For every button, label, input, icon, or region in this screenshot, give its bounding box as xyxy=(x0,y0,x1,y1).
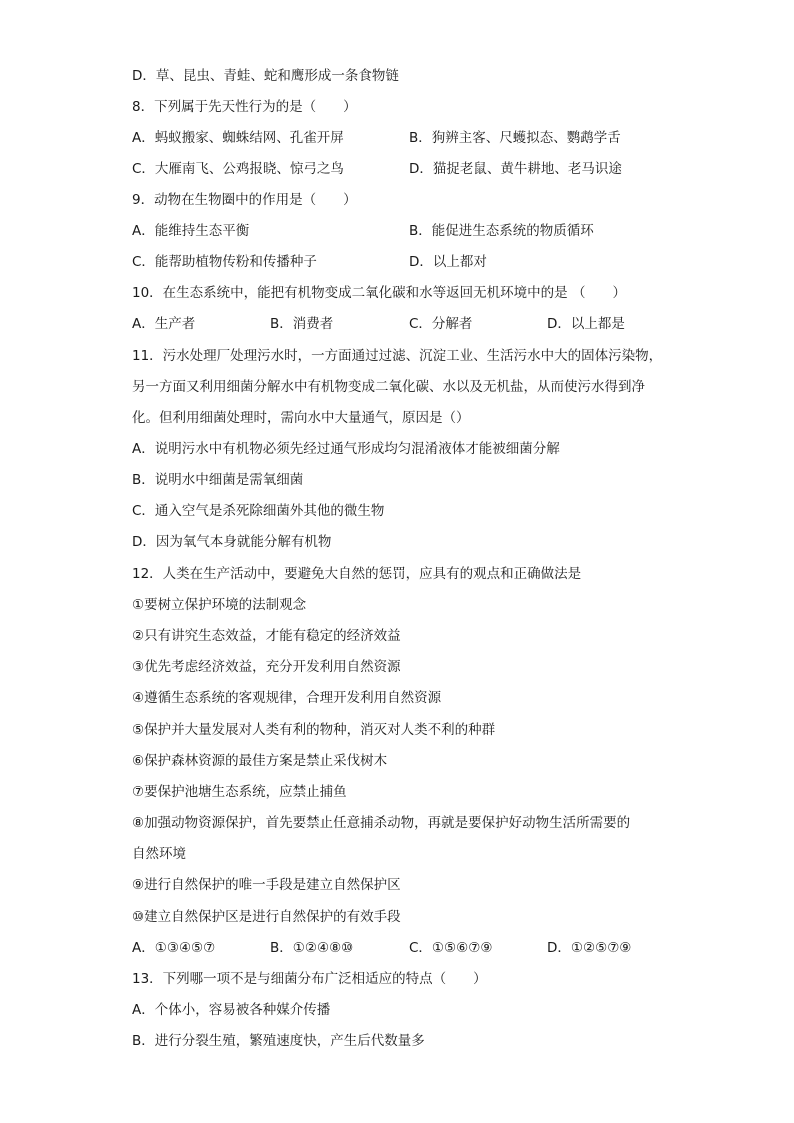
q12-statement-10: ⑩建立自然保护区是进行自然保护的有效手段 xyxy=(132,909,401,925)
q12-statement-2: ②只有讲究生态效益，才能有稳定的经济效益 xyxy=(132,628,401,644)
q12-statement-4: ④遵循生态系统的客观规律，合理开发利用自然资源 xyxy=(132,690,442,706)
q9-option-d: D．以上都对 xyxy=(409,254,487,270)
q8-option-b: B．狗辨主客、尺蠖拟态、鹦鹉学舌 xyxy=(409,130,621,146)
q8-options-row2 xyxy=(132,159,672,179)
q12-statement-1: ①要树立保护环境的法制观念 xyxy=(132,597,307,613)
q11-option-c: C．通入空气是杀死除细菌外其他的微生物 xyxy=(132,503,385,519)
q9-option-c: C．能帮助植物传粉和传播种子 xyxy=(132,254,317,270)
q12-option-b: B．①②④⑧⑩ xyxy=(270,940,354,956)
q10-option-a: A．生产者 xyxy=(132,316,196,332)
q12-options xyxy=(132,938,672,958)
q12-option-d: D．①②⑤⑦⑨ xyxy=(547,940,632,956)
q13-stem: 13．下列哪一项不是与细菌分布广泛相适应的特点（ ） xyxy=(132,971,487,987)
q9-stem: 9．动物在生物圈中的作用是（ ） xyxy=(132,192,357,208)
q8-option-a: A．蚂蚁搬家、蜘蛛结网、孔雀开屏 xyxy=(132,130,344,146)
q11-stem-line3: 化。但利用细菌处理时，需向水中大量通气，原因是（） xyxy=(132,410,470,426)
q12-statement-5: ⑤保护并大量发展对人类有利的物种，消灭对人类不利的种群 xyxy=(132,722,496,738)
q12-option-c: C．①⑤⑥⑦⑨ xyxy=(409,940,493,956)
q9-options-row2 xyxy=(132,252,672,272)
q8-stem: 8．下列属于先天性行为的是（ ） xyxy=(132,99,357,115)
q9-option-a: A．能维持生态平衡 xyxy=(132,223,250,239)
q12-statement-8-cont: 自然环境 xyxy=(132,846,186,862)
q12-statement-9: ⑨进行自然保护的唯一手段是建立自然保护区 xyxy=(132,877,401,893)
q12-statement-6: ⑥保护森林资源的最佳方案是禁止采伐树木 xyxy=(132,753,388,769)
q10-option-c: C．分解者 xyxy=(409,316,473,332)
q9-option-b: B．能促进生态系统的物质循环 xyxy=(409,223,594,239)
q8-options-row1 xyxy=(132,128,672,148)
q12-statement-3: ③优先考虑经济效益，充分开发利用自然资源 xyxy=(132,659,401,675)
q11-stem-line1: 11．污水处理厂处理污水时，一方面通过过滤、沉淀工业、生活污水中大的固体污染物， xyxy=(132,348,663,364)
q10-option-d: D．以上都是 xyxy=(547,316,625,332)
q12-option-a: A．①③④⑤⑦ xyxy=(132,940,216,956)
q13-option-a: A．个体小，容易被各种媒介传播 xyxy=(132,1002,331,1018)
q10-options xyxy=(132,314,672,334)
q12-statement-7: ⑦要保护池塘生态系统，应禁止捕鱼 xyxy=(132,784,347,800)
q13-option-b: B．进行分裂生殖，繁殖速度快，产生后代数量多 xyxy=(132,1033,425,1049)
q11-option-a: A．说明污水中有机物必须先经过通气形成均匀混淆液体才能被细菌分解 xyxy=(132,441,560,457)
q11-stem-line2: 另一方面又利用细菌分解水中有机物变成二氧化碳、水以及无机盐，从而使污水得到净 xyxy=(132,379,645,395)
q12-statement-8: ⑧加强动物资源保护，首先要禁止任意捕杀动物，再就是要保护好动物生活所需要的 xyxy=(132,815,631,831)
q8-option-d: D．猫捉老鼠、黄牛耕地、老马识途 xyxy=(409,161,622,177)
q11-option-b: B．说明水中细菌是需氧细菌 xyxy=(132,472,304,488)
q8-option-c: C．大雁南飞、公鸡报晓、惊弓之鸟 xyxy=(132,161,344,177)
q7-option-d: D．草、昆虫、青蛙、蛇和鹰形成一条食物链 xyxy=(132,68,399,84)
q10-option-b: B．消费者 xyxy=(270,316,334,332)
q9-options-row1 xyxy=(132,221,672,241)
q11-option-d: D．因为氧气本身就能分解有机物 xyxy=(132,534,332,550)
q10-stem: 10．在生态系统中，能把有机物变成二氧化碳和水等返回无机环境中的是 （ ） xyxy=(132,285,626,301)
q12-stem: 12．人类在生产活动中，要避免大自然的惩罚，应具有的观点和正确做法是 xyxy=(132,566,582,582)
